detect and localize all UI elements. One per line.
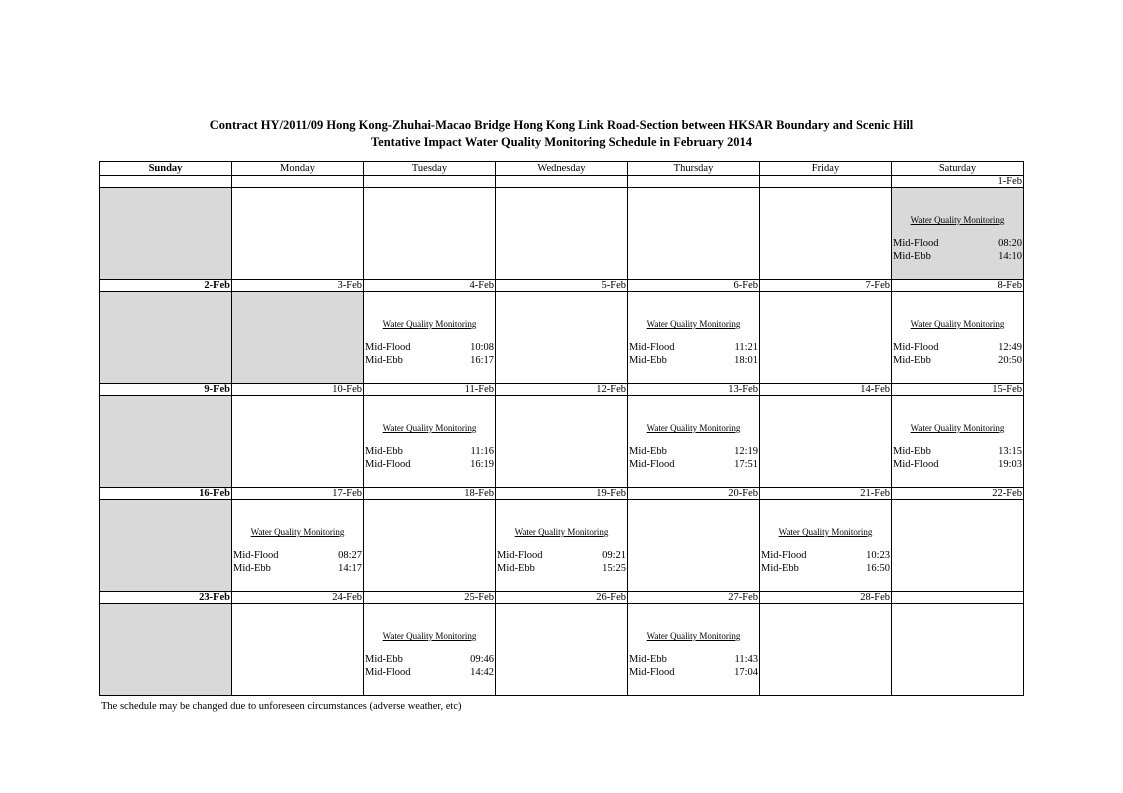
date-cell: 25-Feb bbox=[364, 592, 496, 604]
week4-date-row bbox=[100, 488, 1024, 500]
week5-body-row bbox=[100, 604, 1024, 696]
tide-time: 16:17 bbox=[470, 355, 494, 366]
tide-label: Mid-Ebb bbox=[761, 563, 799, 574]
monitoring-title: Water Quality Monitoring bbox=[910, 319, 1005, 329]
tide-label: Mid-Flood bbox=[893, 342, 939, 353]
week4-body-row bbox=[100, 500, 1024, 592]
tide-time: 12:19 bbox=[734, 446, 758, 457]
date-cell bbox=[364, 176, 496, 188]
week5-date-row bbox=[100, 592, 1024, 604]
tide-time: 19:03 bbox=[998, 459, 1022, 470]
tide-time: 09:21 bbox=[602, 550, 626, 561]
tide-time: 16:19 bbox=[470, 459, 494, 470]
day-cell bbox=[892, 500, 1024, 592]
date-cell: 14-Feb bbox=[760, 384, 892, 396]
date-cell: 27-Feb bbox=[628, 592, 760, 604]
date-cell: 4-Feb bbox=[364, 280, 496, 292]
day-cell bbox=[628, 500, 760, 592]
tide-row bbox=[364, 445, 495, 458]
tide-label: Mid-Flood bbox=[761, 550, 807, 561]
tide-row bbox=[628, 354, 759, 367]
tide-row bbox=[364, 458, 495, 471]
document-title: Contract HY/2011/09 Hong Kong-Zhuhai-Macao Bridge Hong Kong Link Road-Section between HKSAR Boundary and Scenic Hill bbox=[209, 118, 914, 132]
day-cell bbox=[628, 396, 760, 488]
document-subtitle: Tentative Impact Water Quality Monitoring Schedule in February 2014 bbox=[370, 135, 753, 149]
date-cell: 1-Feb bbox=[892, 176, 1024, 188]
tide-time: 14:42 bbox=[470, 667, 494, 678]
tide-time: 08:27 bbox=[338, 550, 362, 561]
tide-time: 15:25 bbox=[602, 563, 626, 574]
tide-row bbox=[628, 341, 759, 354]
tide-label: Mid-Ebb bbox=[365, 446, 403, 457]
date-cell bbox=[892, 592, 1024, 604]
day-cell bbox=[628, 292, 760, 384]
weekday-monday: Monday bbox=[232, 162, 364, 176]
tide-row bbox=[892, 250, 1023, 263]
tide-row bbox=[760, 549, 891, 562]
tide-row bbox=[364, 354, 495, 367]
tide-label: Mid-Flood bbox=[365, 667, 411, 678]
date-cell: 16-Feb bbox=[100, 488, 232, 500]
date-cell bbox=[232, 176, 364, 188]
date-cell: 18-Feb bbox=[364, 488, 496, 500]
tide-label: Mid-Ebb bbox=[893, 251, 931, 262]
date-cell: 22-Feb bbox=[892, 488, 1024, 500]
monitoring-title: Water Quality Monitoring bbox=[382, 319, 477, 329]
tide-row bbox=[496, 549, 627, 562]
day-cell bbox=[496, 500, 628, 592]
tide-row bbox=[364, 341, 495, 354]
tide-row bbox=[232, 562, 363, 575]
weekday-tuesday: Tuesday bbox=[364, 162, 496, 176]
week2-body-row bbox=[100, 292, 1024, 384]
day-cell bbox=[100, 188, 232, 280]
date-cell: 12-Feb bbox=[496, 384, 628, 396]
weekday-friday: Friday bbox=[760, 162, 892, 176]
date-cell: 23-Feb bbox=[100, 592, 232, 604]
tide-time: 11:43 bbox=[734, 654, 758, 665]
day-cell bbox=[628, 188, 760, 280]
monitoring-title: Water Quality Monitoring bbox=[778, 527, 873, 537]
week1-date-row bbox=[100, 176, 1024, 188]
tide-row bbox=[628, 653, 759, 666]
tide-row bbox=[364, 653, 495, 666]
tide-label: Mid-Flood bbox=[629, 342, 675, 353]
day-cell bbox=[892, 396, 1024, 488]
tide-label: Mid-Ebb bbox=[629, 355, 667, 366]
date-cell: 20-Feb bbox=[628, 488, 760, 500]
day-cell bbox=[628, 604, 760, 696]
schedule-note: The schedule may be changed due to unforeseen circumstances (adverse weather, etc) bbox=[101, 701, 462, 712]
tide-row bbox=[892, 341, 1023, 354]
day-cell bbox=[892, 604, 1024, 696]
monitoring-title: Water Quality Monitoring bbox=[646, 631, 741, 641]
day-cell bbox=[100, 292, 232, 384]
tide-time: 18:01 bbox=[734, 355, 758, 366]
tide-time: 10:23 bbox=[866, 550, 890, 561]
tide-label: Mid-Flood bbox=[365, 342, 411, 353]
tide-row bbox=[364, 666, 495, 679]
tide-row bbox=[232, 549, 363, 562]
tide-time: 09:46 bbox=[470, 654, 494, 665]
tide-label: Mid-Ebb bbox=[365, 355, 403, 366]
weekday-thursday: Thursday bbox=[628, 162, 760, 176]
date-cell: 8-Feb bbox=[892, 280, 1024, 292]
tide-time: 16:50 bbox=[866, 563, 890, 574]
tide-time: 08:20 bbox=[998, 238, 1022, 249]
day-cell bbox=[892, 292, 1024, 384]
day-cell bbox=[100, 396, 232, 488]
tide-label: Mid-Flood bbox=[893, 459, 939, 470]
day-cell bbox=[232, 500, 364, 592]
day-cell bbox=[364, 188, 496, 280]
day-cell bbox=[364, 500, 496, 592]
date-cell: 28-Feb bbox=[760, 592, 892, 604]
day-cell bbox=[364, 604, 496, 696]
weekday-sunday: Sunday bbox=[100, 162, 232, 176]
date-cell: 9-Feb bbox=[100, 384, 232, 396]
tide-row bbox=[628, 666, 759, 679]
date-cell: 2-Feb bbox=[100, 280, 232, 292]
day-cell bbox=[496, 292, 628, 384]
day-cell bbox=[760, 604, 892, 696]
tide-label: Mid-Ebb bbox=[893, 446, 931, 457]
date-cell: 19-Feb bbox=[496, 488, 628, 500]
day-cell bbox=[892, 188, 1024, 280]
tide-label: Mid-Flood bbox=[629, 667, 675, 678]
tide-label: Mid-Ebb bbox=[629, 654, 667, 665]
date-cell: 5-Feb bbox=[496, 280, 628, 292]
tide-time: 17:51 bbox=[734, 459, 758, 470]
tide-time: 14:17 bbox=[338, 563, 362, 574]
tide-row bbox=[760, 562, 891, 575]
day-cell bbox=[760, 396, 892, 488]
date-cell: 6-Feb bbox=[628, 280, 760, 292]
tide-label: Mid-Flood bbox=[893, 238, 939, 249]
calendar-table bbox=[99, 161, 1024, 696]
tide-row bbox=[892, 445, 1023, 458]
date-cell: 13-Feb bbox=[628, 384, 760, 396]
date-cell: 24-Feb bbox=[232, 592, 364, 604]
day-cell bbox=[760, 188, 892, 280]
date-cell: 11-Feb bbox=[364, 384, 496, 396]
date-cell bbox=[628, 176, 760, 188]
tide-label: Mid-Ebb bbox=[233, 563, 271, 574]
tide-label: Mid-Flood bbox=[233, 550, 279, 561]
tide-label: Mid-Flood bbox=[365, 459, 411, 470]
date-cell: 3-Feb bbox=[232, 280, 364, 292]
day-cell bbox=[760, 292, 892, 384]
tide-row bbox=[892, 458, 1023, 471]
weekday-header-row bbox=[100, 162, 1024, 176]
day-cell bbox=[100, 604, 232, 696]
day-cell bbox=[232, 292, 364, 384]
day-cell bbox=[496, 396, 628, 488]
monitoring-title: Water Quality Monitoring bbox=[910, 215, 1005, 225]
monitoring-title: Water Quality Monitoring bbox=[646, 319, 741, 329]
date-cell bbox=[760, 176, 892, 188]
monitoring-title: Water Quality Monitoring bbox=[646, 423, 741, 433]
monitoring-title: Water Quality Monitoring bbox=[382, 631, 477, 641]
tide-time: 20:50 bbox=[998, 355, 1022, 366]
week2-date-row bbox=[100, 280, 1024, 292]
week1-body-row bbox=[100, 188, 1024, 280]
day-cell bbox=[232, 604, 364, 696]
tide-row bbox=[496, 562, 627, 575]
tide-time: 12:49 bbox=[998, 342, 1022, 353]
tide-row bbox=[628, 445, 759, 458]
tide-row bbox=[892, 354, 1023, 367]
tide-time: 13:15 bbox=[998, 446, 1022, 457]
week3-date-row bbox=[100, 384, 1024, 396]
monitoring-title: Water Quality Monitoring bbox=[910, 423, 1005, 433]
weekday-wednesday: Wednesday bbox=[496, 162, 628, 176]
monitoring-title: Water Quality Monitoring bbox=[250, 527, 345, 537]
date-cell: 15-Feb bbox=[892, 384, 1024, 396]
date-cell: 26-Feb bbox=[496, 592, 628, 604]
tide-label: Mid-Ebb bbox=[893, 355, 931, 366]
weekday-saturday: Saturday bbox=[892, 162, 1024, 176]
tide-label: Mid-Ebb bbox=[629, 446, 667, 457]
day-cell bbox=[232, 396, 364, 488]
tide-time: 14:10 bbox=[998, 251, 1022, 262]
tide-row bbox=[892, 237, 1023, 250]
date-cell: 21-Feb bbox=[760, 488, 892, 500]
tide-label: Mid-Ebb bbox=[497, 563, 535, 574]
week3-body-row bbox=[100, 396, 1024, 488]
day-cell bbox=[364, 396, 496, 488]
tide-label: Mid-Flood bbox=[629, 459, 675, 470]
tide-time: 17:04 bbox=[734, 667, 758, 678]
monitoring-title: Water Quality Monitoring bbox=[382, 423, 477, 433]
date-cell bbox=[496, 176, 628, 188]
date-cell: 7-Feb bbox=[760, 280, 892, 292]
tide-label: Mid-Flood bbox=[497, 550, 543, 561]
date-cell: 17-Feb bbox=[232, 488, 364, 500]
tide-time: 10:08 bbox=[470, 342, 494, 353]
day-cell bbox=[496, 188, 628, 280]
tide-time: 11:21 bbox=[734, 342, 758, 353]
tide-label: Mid-Ebb bbox=[365, 654, 403, 665]
day-cell bbox=[496, 604, 628, 696]
date-cell: 10-Feb bbox=[232, 384, 364, 396]
date-cell bbox=[100, 176, 232, 188]
day-cell bbox=[364, 292, 496, 384]
monitoring-title: Water Quality Monitoring bbox=[514, 527, 609, 537]
tide-row bbox=[628, 458, 759, 471]
day-cell bbox=[760, 500, 892, 592]
day-cell bbox=[100, 500, 232, 592]
day-cell bbox=[232, 188, 364, 280]
tide-time: 11:16 bbox=[470, 446, 494, 457]
